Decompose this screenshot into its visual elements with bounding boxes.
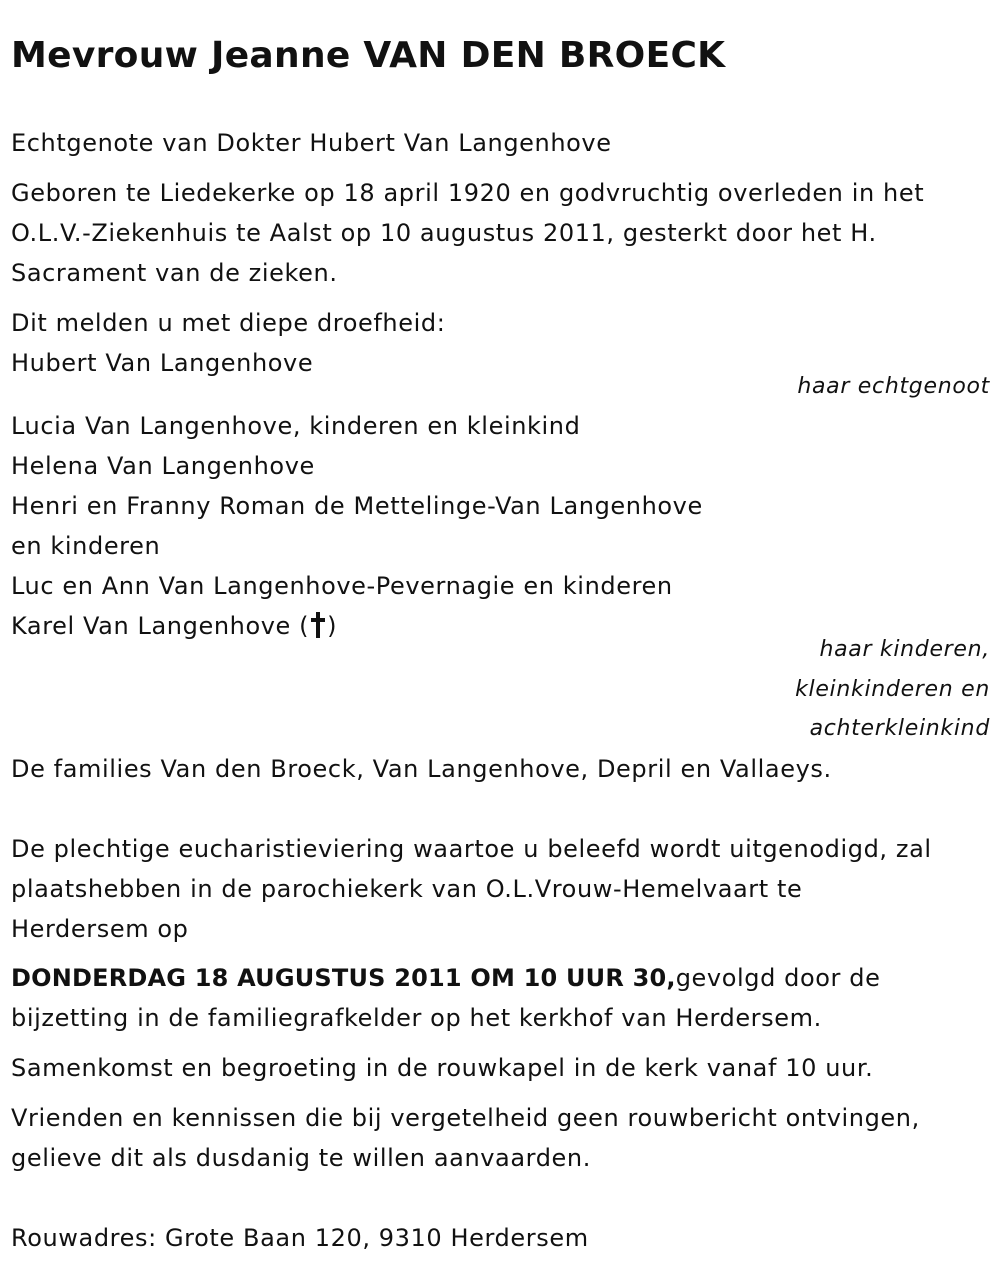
ceremony-date: DONDERDAG 18 AUGUSTUS 2011 OM 10 UUR 30, <box>11 964 676 992</box>
ceremony-line-5: bijzetting in de familiegrafkelder op het kerkhof van Herdersem. <box>11 1004 822 1032</box>
ceremony-line-1: De plechtige eucharistieviering waartoe u beleefd wordt uitgenodigd, zal <box>11 835 932 863</box>
child-line: en kinderen <box>11 532 161 560</box>
children-relation-line: haar kinderen, <box>819 637 990 662</box>
child-line: Helena Van Langenhove <box>11 452 315 480</box>
ceremony-date-line <box>11 958 880 998</box>
deceased-child-suffix: ) <box>327 612 338 640</box>
child-line: Luc en Ann Van Langenhove-Pevernagie en kinderen <box>11 572 673 600</box>
latin-cross-icon <box>311 612 325 638</box>
ceremony-line-3: Herdersem op <box>11 915 189 943</box>
ceremony-date-rest: gevolgd door de <box>675 964 881 992</box>
page-title: Mevrouw Jeanne VAN DEN BROECK <box>11 35 726 76</box>
deceased-child-prefix: Karel Van Langenhove ( <box>11 612 310 640</box>
husband-name: Hubert Van Langenhove <box>11 349 314 377</box>
children-relation-line: kleinkinderen en <box>795 677 990 702</box>
birth-line-3: Sacrament van de zieken. <box>11 259 338 287</box>
spouse-line: Echtgenote van Dokter Hubert Van Langenhove <box>11 129 612 157</box>
ceremony-line-2: plaatshebben in de parochiekerk van O.L.Vrouw-Hemelvaart te <box>11 875 803 903</box>
husband-relation: haar echtgenoot <box>797 374 990 399</box>
birth-line-2: O.L.V.-Ziekenhuis te Aalst op 10 augustus 2011, gesterkt door het H. <box>11 219 877 247</box>
address-line: Rouwadres: Grote Baan 120, 9310 Herdersem <box>11 1224 589 1252</box>
deceased-child-line <box>11 606 337 646</box>
announce-line: Dit melden u met diepe droefheid: <box>11 309 446 337</box>
birth-line-1: Geboren te Liedekerke op 18 april 1920 en godvruchtig overleden in het <box>11 179 925 207</box>
friends-line-2: gelieve dit als dusdanig te willen aanvaarden. <box>11 1144 591 1172</box>
families-line: De families Van den Broeck, Van Langenhove, Depril en Vallaeys. <box>11 755 832 783</box>
gathering-line: Samenkomst en begroeting in de rouwkapel in de kerk vanaf 10 uur. <box>11 1054 874 1082</box>
friends-line-1: Vrienden en kennissen die bij vergetelheid geen rouwbericht ontvingen, <box>11 1104 920 1132</box>
children-relation-line: achterkleinkind <box>809 716 990 741</box>
child-line: Lucia Van Langenhove, kinderen en kleinkind <box>11 412 581 440</box>
child-line: Henri en Franny Roman de Mettelinge-Van Langenhove <box>11 492 703 520</box>
